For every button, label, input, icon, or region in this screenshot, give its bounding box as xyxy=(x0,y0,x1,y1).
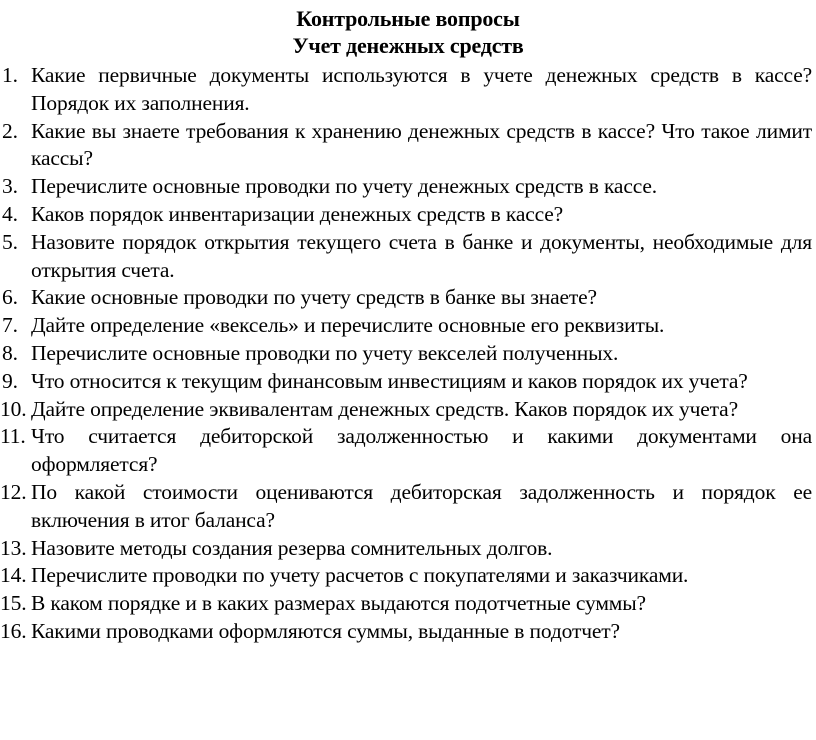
question-number: 14. xyxy=(0,563,27,588)
question-item xyxy=(0,229,816,285)
document-title: Контрольные вопросы xyxy=(296,6,520,31)
question-number: 4. xyxy=(2,201,18,226)
question-number: 6. xyxy=(2,285,18,310)
question-number: 9. xyxy=(2,368,18,393)
question-text: Назовите методы создания резерва сомнительных долгов. xyxy=(31,535,553,560)
question-number: 15. xyxy=(0,591,27,616)
question-text: Перечислите основные проводки по учету векселей полученных. xyxy=(31,340,619,365)
question-item xyxy=(0,590,816,618)
question-item xyxy=(0,368,816,396)
question-text: Какие вы знаете требования к хранению денежных средств в кассе? Что такое лимит кассы? xyxy=(31,118,812,171)
question-text: Что относится к текущим финансовым инвестициям и каков порядок их учета? xyxy=(31,368,748,393)
question-number: 3. xyxy=(2,174,18,199)
question-text: Назовите порядок открытия текущего счета в банке и документы, необходимые для открытия счета. xyxy=(31,229,812,282)
question-number: 16. xyxy=(0,618,27,643)
question-number: 8. xyxy=(2,340,18,365)
question-item xyxy=(0,340,816,368)
question-item xyxy=(0,396,816,424)
question-text: Что считается дебиторской задолженностью и какими документами она оформляется? xyxy=(31,424,812,477)
question-number: 13. xyxy=(0,535,27,560)
question-item xyxy=(0,201,816,229)
document-subtitle: Учет денежных средств xyxy=(292,33,524,58)
question-text: Какие первичные документы используются в учете денежных средств в кассе? Порядок их заполнения. xyxy=(31,63,812,115)
question-text: Дайте определение эквивалентам денежных средств. Каков порядок их учета? xyxy=(31,396,738,421)
question-item xyxy=(0,562,816,590)
question-text: В каком порядке и в каких размерах выдаются подотчетные суммы? xyxy=(31,591,646,616)
question-number: 7. xyxy=(2,313,18,338)
question-number: 2. xyxy=(2,118,18,143)
question-text: Какие основные проводки по учету средств в банке вы знаете? xyxy=(31,285,597,310)
question-number: 5. xyxy=(2,229,18,254)
question-number: 11. xyxy=(0,424,26,449)
question-item xyxy=(0,618,816,646)
question-text: Дайте определение «вексель» и перечислите основные его реквизиты. xyxy=(31,313,665,338)
question-text: Какими проводками оформляются суммы, выданные в подотчет? xyxy=(31,618,620,643)
question-item xyxy=(0,535,816,563)
question-number: 12. xyxy=(0,479,27,504)
question-text: Перечислите основные проводки по учету денежных средств в кассе. xyxy=(31,174,657,199)
question-item xyxy=(0,284,816,312)
question-item xyxy=(0,62,816,118)
question-number: 10. xyxy=(0,396,27,421)
question-text: По какой стоимости оцениваются дебиторская задолженность и порядок ее включения в итог баланса? xyxy=(31,479,812,532)
question-text: Перечислите проводки по учету расчетов с покупателями и заказчиками. xyxy=(31,563,689,588)
question-item xyxy=(0,479,816,535)
question-number: 1. xyxy=(2,63,18,87)
question-item xyxy=(0,173,816,201)
question-item xyxy=(0,118,816,174)
question-list xyxy=(0,62,816,646)
question-text: Каков порядок инвентаризации денежных средств в кассе? xyxy=(31,201,564,226)
question-item xyxy=(0,312,816,340)
question-item xyxy=(0,423,816,479)
